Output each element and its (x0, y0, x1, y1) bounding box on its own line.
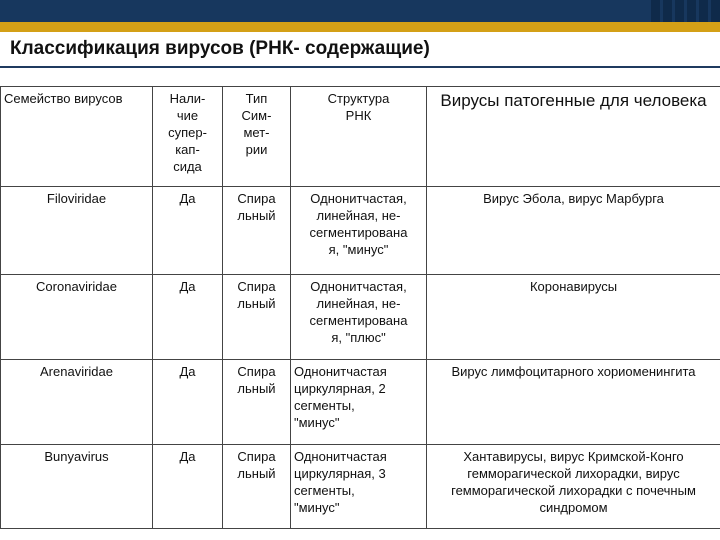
cell-rna: Однонитчастая, линейная, не- сегментирована я, "минус" (291, 187, 427, 275)
header-rna-structure: Структура РНК (291, 87, 427, 187)
virus-classification-table (0, 86, 720, 529)
table-row (1, 445, 720, 529)
table-row (1, 187, 720, 275)
cell-rna: Однонитчастая, линейная, не- сегментирована я, "плюс" (291, 275, 427, 360)
cell-pathogens: Хантавирусы, вирус Кримской-Конго геммoрагической лихорадки, вирус геммoрагической лихoрадки с почечным синдромом (427, 445, 720, 529)
cell-symmetry: Спира льный (223, 187, 291, 275)
cell-supercapsid: Да (153, 360, 223, 445)
table-row (1, 275, 720, 360)
cell-family: Arenaviridae (1, 360, 153, 445)
table-row (1, 360, 720, 445)
cell-pathogens: Вирус Эбола, вирус Марбурга (427, 187, 720, 275)
banner-decoration (648, 0, 720, 22)
cell-pathogens: Вирус лимфоцитарного хориоменингита (427, 360, 720, 445)
accent-stripe (0, 22, 720, 32)
slide-title: Классификация вирусов (РНК- содержащие) (10, 38, 430, 59)
cell-family: Coronaviridae (1, 275, 153, 360)
header-supercapsid: Нали- чие супер- кап- сида (153, 87, 223, 187)
cell-symmetry: Спира льный (223, 360, 291, 445)
title-underline (0, 66, 720, 68)
cell-family: Bunyavirus (1, 445, 153, 529)
cell-rna: Однонитчастая циркулярная, 2 сегменты, "минус" (291, 360, 427, 445)
cell-family: Filoviridae (1, 187, 153, 275)
cell-supercapsid: Да (153, 187, 223, 275)
cell-pathogens: Коронавирусы (427, 275, 720, 360)
table-header-row (1, 87, 720, 187)
cell-supercapsid: Да (153, 445, 223, 529)
header-pathogens: Вирусы патогенные для человека (427, 87, 720, 187)
cell-supercapsid: Да (153, 275, 223, 360)
cell-symmetry: Спира льный (223, 275, 291, 360)
cell-rna: Однонитчастая циркулярная, 3 сегменты, "минус" (291, 445, 427, 529)
header-family: Семейство вирусов (1, 87, 153, 187)
top-banner (0, 0, 720, 22)
cell-symmetry: Спира льный (223, 445, 291, 529)
header-symmetry: Тип Сим- мет- рии (223, 87, 291, 187)
